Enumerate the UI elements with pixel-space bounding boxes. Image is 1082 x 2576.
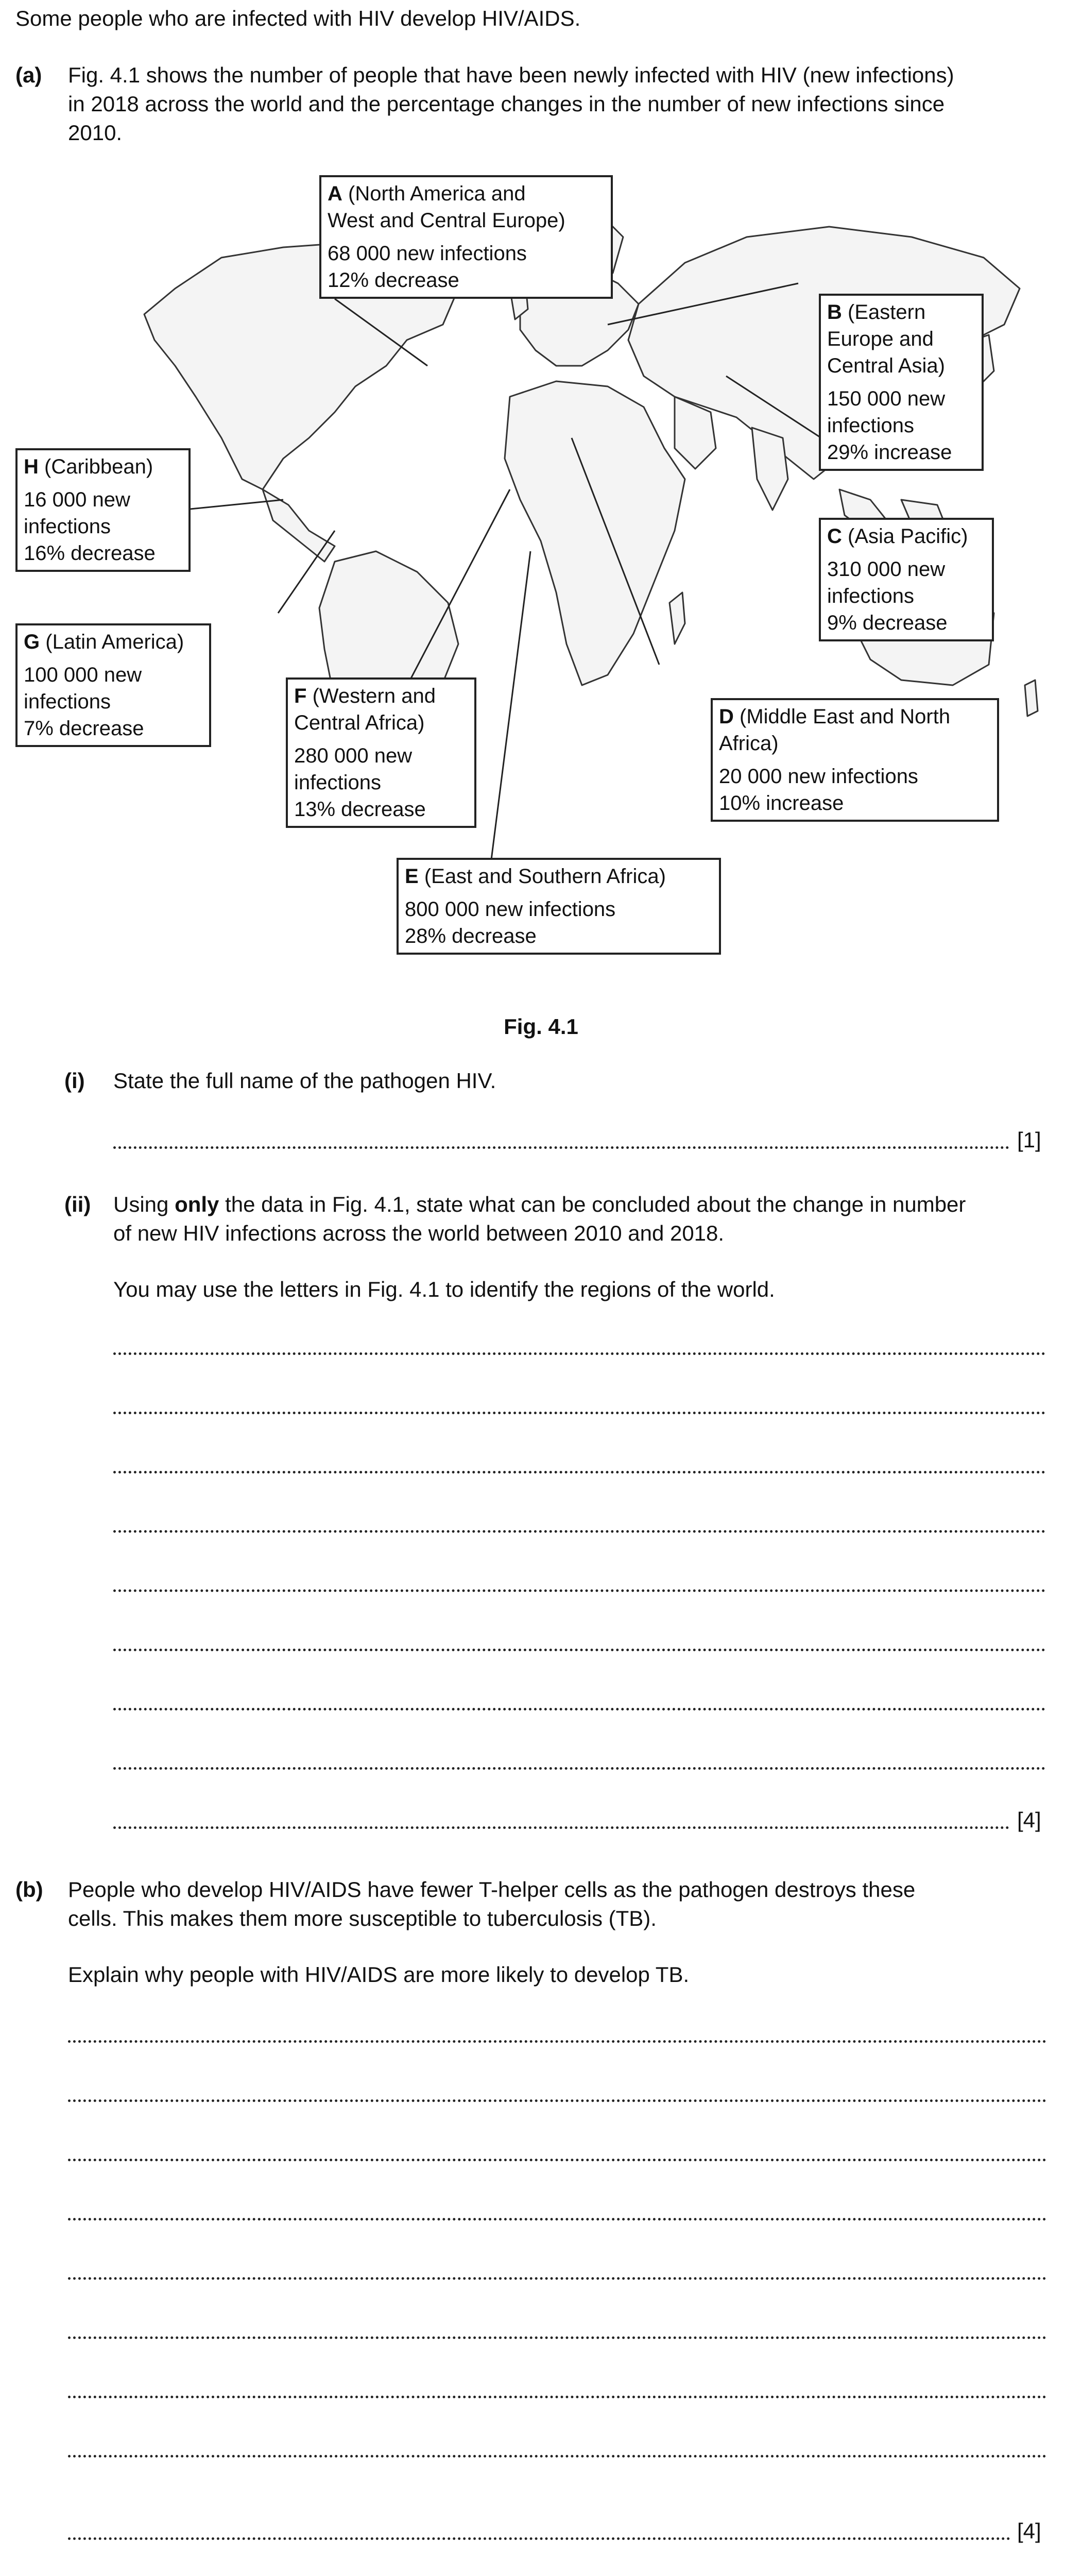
region-d-line3: 20 000 new infections <box>719 765 918 788</box>
region-e-line1: (East and Southern Africa) <box>424 865 666 888</box>
region-a-letter: A <box>328 182 342 205</box>
q-aii-label: (ii) <box>64 1192 91 1216</box>
answer-line-b-3[interactable] <box>68 2159 1046 2161</box>
region-g-letter: G <box>24 631 40 653</box>
region-d-line1: (Middle East and North <box>740 705 951 728</box>
q-aii-line1-pre: Using <box>113 1192 175 1216</box>
q-ai-label: (i) <box>64 1069 85 1093</box>
answer-line-aii-5[interactable] <box>113 1589 1045 1592</box>
region-b-letter: B <box>827 301 842 324</box>
answer-line-ai[interactable] <box>113 1146 1009 1149</box>
region-g-line3: infections <box>24 690 111 713</box>
part-a-line1: Fig. 4.1 shows the number of people that have been newly infected with HIV (new infections) <box>68 63 954 87</box>
part-b-question: Explain why people with HIV/AIDS are more likely to develop TB. <box>68 1962 690 1987</box>
region-box-d <box>711 698 999 822</box>
region-box-b <box>819 294 984 471</box>
region-h-line1: (Caribbean) <box>44 455 153 478</box>
part-a-line3: 2010. <box>68 121 123 145</box>
region-box-h <box>15 448 191 572</box>
region-f-line2: Central Africa) <box>294 711 425 734</box>
region-b-line4: 150 000 new <box>827 387 946 410</box>
region-box-g <box>15 623 211 747</box>
region-d-letter: D <box>719 705 734 728</box>
q-aii-line1-post: the data in Fig. 4.1, state what can be concluded about the change in number <box>219 1192 966 1216</box>
fig41-caption: Fig. 4.1 <box>504 1014 578 1039</box>
answer-line-b-4[interactable] <box>68 2218 1046 2221</box>
region-a-line5: 12% decrease <box>328 269 459 292</box>
answer-line-b-5[interactable] <box>68 2277 1046 2280</box>
answer-line-aii-7[interactable] <box>113 1708 1045 1710</box>
part-a-line2: in 2018 across the world and the percentage changes in the number of new infections since <box>68 92 945 116</box>
region-c-line4: 9% decrease <box>827 612 948 634</box>
answer-line-b-9[interactable] <box>68 2537 1010 2540</box>
region-box-f <box>286 677 476 828</box>
region-e-line3: 28% decrease <box>405 925 537 947</box>
region-f-letter: F <box>294 685 307 707</box>
answer-line-aii-6[interactable] <box>113 1649 1045 1651</box>
region-g-line2: 100 000 new <box>24 664 142 686</box>
region-f-line3: 280 000 new <box>294 744 413 767</box>
answer-line-aii-4[interactable] <box>113 1530 1045 1533</box>
q-aii-line1 <box>113 1190 966 1219</box>
answer-line-b-8[interactable] <box>68 2455 1046 2458</box>
q-ai-text: State the full name of the pathogen HIV. <box>113 1069 496 1093</box>
region-b-line2: Europe and <box>827 328 934 350</box>
region-c-line3: infections <box>827 585 914 607</box>
q-aii-line1-bold: only <box>175 1192 219 1216</box>
part-b-line2: cells. This makes them more susceptible to tuberculosis (TB). <box>68 1906 657 1930</box>
region-c-line1: (Asia Pacific) <box>848 525 968 548</box>
answer-line-aii-9[interactable] <box>113 1826 1009 1829</box>
region-h-letter: H <box>24 455 39 478</box>
region-a-line2: West and Central Europe) <box>328 209 565 232</box>
part-b-label: (b) <box>15 1877 43 1902</box>
region-g-line1: (Latin America) <box>45 631 184 653</box>
region-h-line4: 16% decrease <box>24 542 156 565</box>
answer-line-aii-3[interactable] <box>113 1471 1045 1473</box>
region-e-line2: 800 000 new infections <box>405 898 616 921</box>
part-a-label: (a) <box>15 63 42 87</box>
answer-line-aii-1[interactable] <box>113 1352 1045 1355</box>
marks-ai: [1] <box>1017 1128 1041 1152</box>
region-b-line3: Central Asia) <box>827 354 945 377</box>
region-f-line4: infections <box>294 771 381 794</box>
marks-aii: [4] <box>1017 1808 1041 1832</box>
answer-line-b-2[interactable] <box>68 2099 1046 2102</box>
answer-line-aii-8[interactable] <box>113 1767 1045 1770</box>
region-box-a <box>319 175 613 299</box>
region-d-line2: Africa) <box>719 732 779 755</box>
intro-text: Some people who are infected with HIV develop HIV/AIDS. <box>15 6 581 30</box>
region-f-line5: 13% decrease <box>294 798 426 821</box>
region-b-line6: 29% increase <box>827 441 952 464</box>
region-b-line1: (Eastern <box>848 301 926 324</box>
region-c-line2: 310 000 new <box>827 558 946 581</box>
region-g-line4: 7% decrease <box>24 717 144 740</box>
region-d-line4: 10% increase <box>719 792 844 815</box>
answer-line-b-6[interactable] <box>68 2336 1046 2339</box>
part-b-line1: People who develop HIV/AIDS have fewer T-helper cells as the pathogen destroys these <box>68 1877 916 1902</box>
marks-b: [4] <box>1017 2519 1041 2543</box>
region-e-letter: E <box>405 865 419 888</box>
region-a-line4: 68 000 new infections <box>328 242 527 265</box>
region-b-line5: infections <box>827 414 914 437</box>
answer-line-b-1[interactable] <box>68 2040 1046 2043</box>
region-c-letter: C <box>827 525 842 548</box>
answer-line-aii-2[interactable] <box>113 1412 1045 1414</box>
q-aii-line2: of new HIV infections across the world between 2010 and 2018. <box>113 1221 725 1245</box>
region-h-line3: infections <box>24 515 111 538</box>
answer-line-b-7[interactable] <box>68 2396 1046 2398</box>
region-box-c <box>819 518 994 641</box>
region-box-e <box>397 858 721 955</box>
region-a-line1: (North America and <box>348 182 526 205</box>
q-aii-hint: You may use the letters in Fig. 4.1 to identify the regions of the world. <box>113 1277 775 1301</box>
region-h-line2: 16 000 new <box>24 488 130 511</box>
region-f-line1: (Western and <box>312 685 436 707</box>
